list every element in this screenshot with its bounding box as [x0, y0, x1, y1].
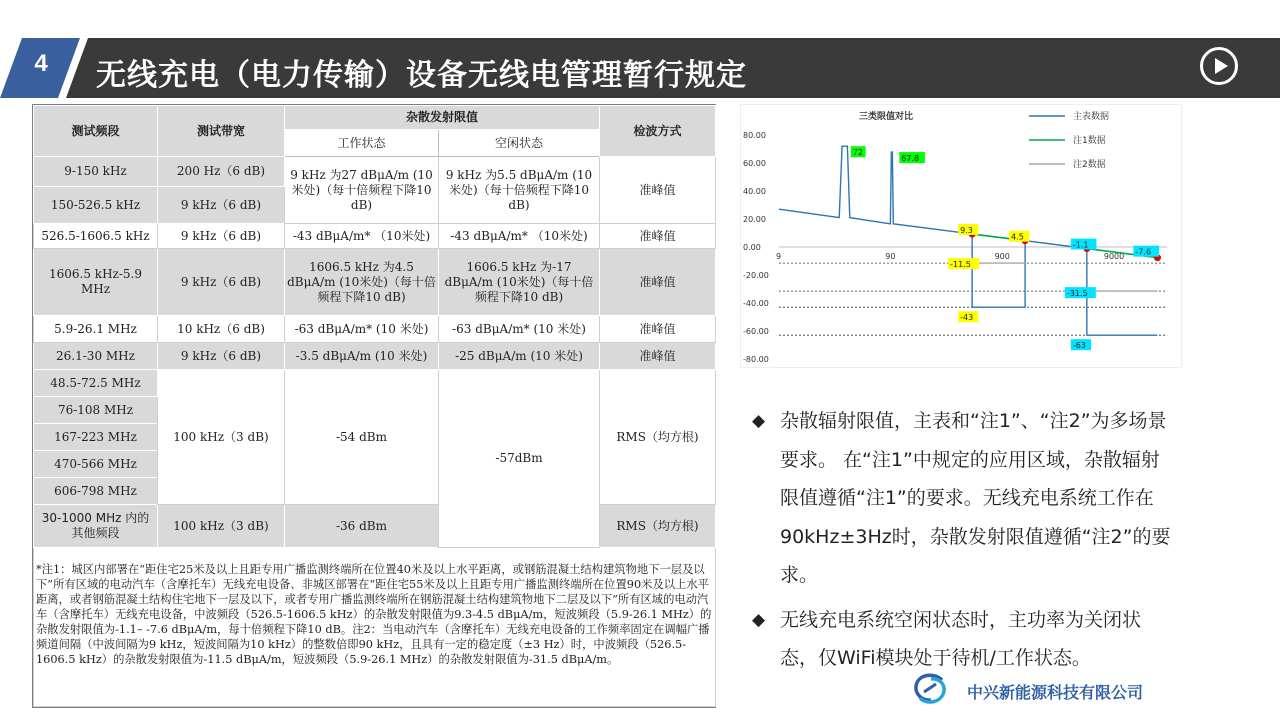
- cell-idle: -25 dBμA/m (10 米处): [439, 343, 600, 370]
- diamond-bullet-icon: ◆: [752, 411, 766, 431]
- annotation-label: -7.6: [1135, 247, 1152, 257]
- y-tick-label: 80.00: [743, 131, 766, 140]
- bullet-text: 杂散辐射限值，主表和“注1”、“注2”为多场景要求。 在“注1”中规定的应用区域，杂散辐射限值遵循“注1”的要求。无线充电系统工作在90kHz±3Hz时，杂散发射限值遵循“注2”的要求。: [780, 410, 1171, 586]
- page-title: 无线充电（电力传输）设备无线电管理暂行规定: [96, 58, 747, 93]
- cell-idle: 1606.5 kHz 为-17 dBμA/m (10米处)（每十倍频程下降10 dB): [439, 249, 600, 316]
- x-tick-label: 900: [994, 252, 1010, 261]
- cell-work: -54 dBm: [285, 370, 439, 505]
- header-work-state: 工作状态: [285, 130, 439, 157]
- cell-freq: 5.9-26.1 MHz: [34, 316, 158, 343]
- cell-freq: 30-1000 MHz 内的其他频段: [34, 505, 158, 548]
- annotation-label: -1.1: [1072, 240, 1089, 250]
- bullet-item: [752, 601, 1172, 678]
- y-tick-label: -80.00: [743, 355, 769, 364]
- header-idle-state: 空闲状态: [439, 130, 600, 157]
- y-tick-label: 0.00: [743, 243, 761, 252]
- cell-freq: 470-566 MHz: [34, 451, 158, 478]
- cell-bw: 9 kHz（6 dB): [158, 187, 285, 224]
- cell-work: -3.5 dBμA/m (10 米处): [285, 343, 439, 370]
- bullet-list: [752, 402, 1172, 678]
- y-tick-label: -40.00: [743, 299, 769, 308]
- y-tick-label: 40.00: [743, 187, 766, 196]
- cell-freq: 48.5-72.5 MHz: [34, 370, 158, 397]
- annotation-label: -31.5: [1066, 289, 1088, 299]
- y-tick-label: 20.00: [743, 215, 766, 224]
- limit-comparison-chart: [740, 104, 1182, 368]
- header-detector: 检波方式: [600, 106, 716, 157]
- annotation-label: -63: [1072, 341, 1086, 351]
- cell-bw: 9 kHz（6 dB): [158, 224, 285, 249]
- cell-bw: 100 kHz（3 dB): [158, 505, 285, 548]
- annotation-label: 67.8: [901, 154, 920, 164]
- annotation-label: 4.5: [1011, 232, 1024, 242]
- cell-bw: 10 kHz（6 dB): [158, 316, 285, 343]
- cell-idle: -57dBm: [439, 370, 600, 548]
- header-bandwidth: 测试带宽: [158, 106, 285, 157]
- annotation-label: -11.5: [950, 260, 971, 270]
- diamond-bullet-icon: ◆: [752, 609, 766, 630]
- title-bar: [0, 38, 1280, 98]
- cell-idle: -43 dBμA/m* （10米处): [439, 224, 600, 249]
- y-tick-label: 60.00: [743, 159, 766, 168]
- series-note2-line: [972, 263, 1157, 291]
- annotation-label: 72: [852, 148, 863, 158]
- cell-work: 9 kHz 为27 dBμA/m (10米处)（每十倍频程下降10 dB): [285, 157, 439, 224]
- legend-label: 主表数据: [1073, 112, 1110, 122]
- play-icon[interactable]: [1200, 47, 1238, 85]
- y-tick-label: -60.00: [743, 327, 769, 336]
- bullet-text: 无线充电系统空闲状态时，主功率为关闭状态，仅WiFi模块处于待机/工作状态。: [780, 608, 1142, 669]
- cell-detector: 准峰值: [600, 249, 716, 316]
- cell-work: -36 dBm: [285, 505, 439, 548]
- cell-work: -63 dBμA/m* (10 米处): [285, 316, 439, 343]
- bullet-item: [752, 402, 1172, 595]
- chart-title: 三类限值对比: [859, 112, 914, 122]
- cell-work: -43 dBμA/m* （10米处): [285, 224, 439, 249]
- cell-idle: 9 kHz 为5.5 dBμA/m (10米处)（每十倍频程下降10 dB): [439, 157, 600, 224]
- header-limit: 杂散发射限值: [285, 106, 600, 130]
- cell-bw: 200 Hz（6 dB): [158, 157, 285, 187]
- x-tick-label: 9: [776, 252, 782, 261]
- header-freq: 测试频段: [34, 106, 158, 157]
- y-tick-label: -20.00: [743, 271, 769, 280]
- cell-detector: 准峰值: [600, 157, 716, 224]
- annotation-label: 9.3: [960, 225, 973, 235]
- cell-detector: 准峰值: [600, 316, 716, 343]
- x-tick-label: 9000: [1103, 252, 1125, 261]
- cell-freq: 9-150 kHz: [34, 157, 158, 187]
- cell-detector: 准峰值: [600, 343, 716, 370]
- cell-freq: 1606.5 kHz-5.9 MHz: [34, 249, 158, 316]
- cell-detector: 准峰值: [600, 224, 716, 249]
- company-logo-icon: [912, 672, 948, 706]
- cell-detector: RMS（均方根): [600, 370, 716, 505]
- legend-label: 注2数据: [1073, 160, 1106, 170]
- chart-svg: [741, 105, 1181, 367]
- cell-freq: 526.5-1606.5 kHz: [34, 224, 158, 249]
- cell-bw: 9 kHz（6 dB): [158, 343, 285, 370]
- legend-label: 注1数据: [1073, 136, 1106, 146]
- table-footnote: *注1：城区内部署在“距住宅25米及以上且距专用广播监测终端所在位置40米及以上水平距离，或钢筋混凝土结构建筑物地下一层及以下”所有区域的电动汽车（含摩托车）无线充电设备、非城区部署在“距住宅55米及以上且距专用广播监测终端所在位置90米及以上水平距离，或者钢筋混凝土结构住宅地下一层及以下，或者专用广播监测终端所在钢筋混凝土结构建筑物地下二层及以下”所有区域的电动汽车（含摩托车）无线充电设备，中波频段（526.5-1606.5 kHz）的杂散发射限值为9.3-4.5 dBμA/m，短波频段（5.9-26.1 MHz）的杂散发射限值为-1.1– -7.6 dBμA/m，每十倍频程下降10 dB。注2：当电动汽车（含摩托车）无线充电设备的工作频率固定在调幅广播频道间隔（中波间隔为9 kHz，短波间隔为10 kHz）的整数倍即90 kHz，且具有一定的稳定度（±3 Hz）时，中波频段（526.5-1606.5 kHz）的杂散发射限值为-11.5 dBμA/m，短波频段（5.9-26.1 MHz）的杂散发射限值为-31.5 dBμA/m。: [34, 548, 716, 707]
- cell-freq: 76-108 MHz: [34, 397, 158, 424]
- cell-freq: 26.1-30 MHz: [34, 343, 158, 370]
- cell-freq: 167-223 MHz: [34, 424, 158, 451]
- x-tick-label: 90: [885, 252, 896, 261]
- cell-freq: 150-526.5 kHz: [34, 187, 158, 224]
- cell-detector: RMS（均方根): [600, 505, 716, 548]
- cell-freq: 606-798 MHz: [34, 478, 158, 505]
- cell-work: 1606.5 kHz 为4.5 dBμA/m (10米处)（每十倍频程下降10 dB): [285, 249, 439, 316]
- cell-idle: -63 dBμA/m* (10 米处): [439, 316, 600, 343]
- spec-table: [32, 104, 716, 708]
- company-name: 中兴新能源科技有限公司: [967, 683, 1144, 702]
- cell-bw: 9 kHz（6 dB): [158, 249, 285, 316]
- cell-bw: 100 kHz（3 dB): [158, 370, 285, 505]
- annotation-label: -43: [960, 313, 974, 323]
- section-number: 4: [34, 50, 48, 77]
